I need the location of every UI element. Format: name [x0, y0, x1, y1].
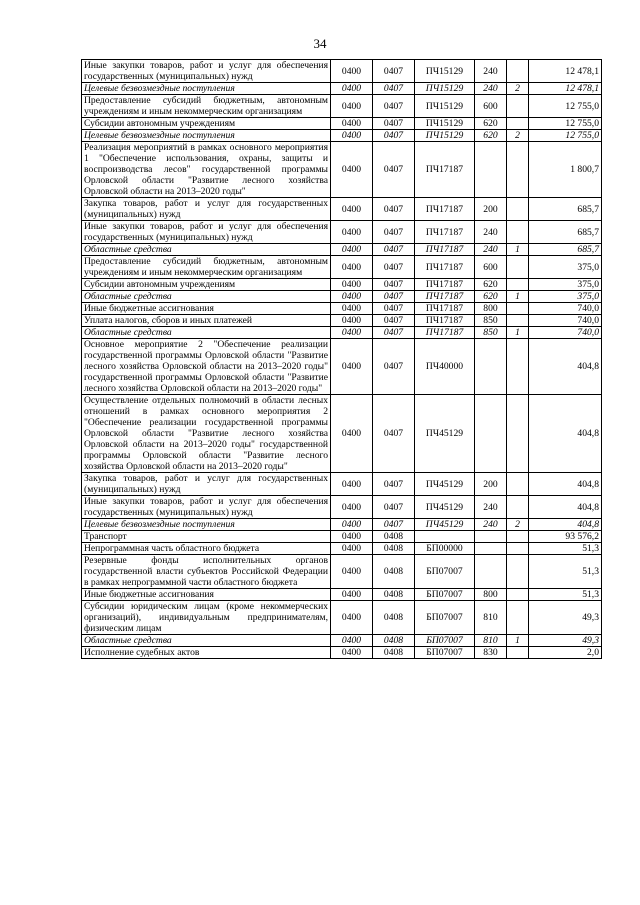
row-subsection-cell: 0407 [373, 473, 415, 496]
row-amount-cell: 685,7 [529, 198, 602, 221]
row-section-cell: 0400 [331, 130, 373, 142]
row-target-cell: ПЧ17187 [415, 291, 475, 303]
row-subsection-cell: 0407 [373, 118, 415, 130]
table-row [82, 543, 602, 555]
table-row [82, 198, 602, 221]
row-source-cell [507, 531, 529, 543]
row-amount-cell: 404,8 [529, 395, 602, 473]
row-section-cell: 0400 [331, 589, 373, 601]
table-row [82, 303, 602, 315]
row-target-cell: ПЧ17187 [415, 256, 475, 279]
row-amount-cell: 51,3 [529, 543, 602, 555]
row-source-cell: 2 [507, 83, 529, 95]
row-name-cell: Иные бюджетные ассигнования [82, 589, 331, 601]
row-target-cell: ПЧ45129 [415, 395, 475, 473]
row-section-cell: 0400 [331, 256, 373, 279]
row-source-cell [507, 198, 529, 221]
table-row [82, 244, 602, 256]
row-expense-cell: 800 [475, 589, 507, 601]
row-source-cell [507, 647, 529, 659]
row-target-cell: ПЧ17187 [415, 315, 475, 327]
row-source-cell: 1 [507, 291, 529, 303]
row-expense-cell: 240 [475, 221, 507, 244]
row-subsection-cell: 0407 [373, 198, 415, 221]
row-amount-cell: 51,3 [529, 555, 602, 589]
row-expense-cell: 850 [475, 315, 507, 327]
table-row [82, 142, 602, 198]
row-section-cell: 0400 [331, 244, 373, 256]
row-expense-cell: 240 [475, 496, 507, 519]
row-target-cell: ПЧ15129 [415, 130, 475, 142]
row-source-cell [507, 60, 529, 83]
row-target-cell: БП07007 [415, 589, 475, 601]
row-expense-cell: 600 [475, 95, 507, 118]
row-subsection-cell: 0407 [373, 303, 415, 315]
row-name-cell: Основное мероприятие 2 "Обеспечение реализации государственной программы Орловской области "Развитие лесного хозяйства Орловской области на 2013–2020 годы" государственной программы Орловской области "Развитие лесного хозяйства Орловской области на 2013–2020 годы" [82, 339, 331, 395]
row-expense-cell: 830 [475, 647, 507, 659]
row-amount-cell: 375,0 [529, 279, 602, 291]
row-target-cell: ПЧ45129 [415, 473, 475, 496]
row-section-cell: 0400 [331, 303, 373, 315]
row-name-cell: Целевые безвозмездные поступления [82, 519, 331, 531]
row-amount-cell: 685,7 [529, 244, 602, 256]
row-target-cell: ПЧ45129 [415, 496, 475, 519]
row-section-cell: 0400 [331, 519, 373, 531]
row-target-cell: ПЧ17187 [415, 303, 475, 315]
row-amount-cell: 12 478,1 [529, 83, 602, 95]
row-source-cell [507, 118, 529, 130]
row-subsection-cell: 0408 [373, 589, 415, 601]
row-target-cell: ПЧ15129 [415, 60, 475, 83]
row-amount-cell: 404,8 [529, 496, 602, 519]
row-expense-cell: 810 [475, 601, 507, 635]
row-subsection-cell: 0407 [373, 95, 415, 118]
row-amount-cell: 12 755,0 [529, 95, 602, 118]
row-expense-cell [475, 395, 507, 473]
row-section-cell: 0400 [331, 635, 373, 647]
table-row [82, 279, 602, 291]
row-section-cell: 0400 [331, 198, 373, 221]
table-row [82, 496, 602, 519]
row-subsection-cell: 0408 [373, 543, 415, 555]
row-amount-cell: 12 755,0 [529, 118, 602, 130]
row-section-cell: 0400 [331, 291, 373, 303]
row-source-cell [507, 279, 529, 291]
row-source-cell: 2 [507, 130, 529, 142]
row-expense-cell: 240 [475, 83, 507, 95]
row-source-cell: 1 [507, 635, 529, 647]
row-expense-cell: 620 [475, 279, 507, 291]
row-name-cell: Резервные фонды исполнительных органов государственной власти субъектов Российской Федерации в рамках непрограммной части областного бюджета [82, 555, 331, 589]
row-source-cell [507, 95, 529, 118]
row-section-cell: 0400 [331, 279, 373, 291]
row-name-cell: Субсидии юридическим лицам (кроме некоммерческих организаций), индивидуальным предпринимателям, физическим лицам [82, 601, 331, 635]
row-subsection-cell: 0407 [373, 83, 415, 95]
row-amount-cell: 740,0 [529, 315, 602, 327]
row-expense-cell: 240 [475, 60, 507, 83]
row-name-cell: Областные средства [82, 327, 331, 339]
row-source-cell [507, 473, 529, 496]
row-target-cell: ПЧ15129 [415, 118, 475, 130]
row-target-cell: ПЧ15129 [415, 83, 475, 95]
row-subsection-cell: 0407 [373, 315, 415, 327]
row-name-cell: Иные закупки товаров, работ и услуг для обеспечения государственных (муниципальных) нужд [82, 221, 331, 244]
row-expense-cell [475, 142, 507, 198]
row-expense-cell [475, 543, 507, 555]
row-target-cell: ПЧ17187 [415, 221, 475, 244]
table-row [82, 95, 602, 118]
row-subsection-cell: 0408 [373, 647, 415, 659]
row-name-cell: Субсидии автономным учреждениям [82, 118, 331, 130]
row-section-cell: 0400 [331, 395, 373, 473]
row-target-cell: ПЧ40000 [415, 339, 475, 395]
row-amount-cell: 375,0 [529, 256, 602, 279]
page-number: 34 [313, 36, 327, 51]
row-expense-cell: 240 [475, 244, 507, 256]
row-subsection-cell: 0407 [373, 291, 415, 303]
row-source-cell [507, 543, 529, 555]
row-amount-cell: 404,8 [529, 519, 602, 531]
row-subsection-cell: 0407 [373, 221, 415, 244]
row-section-cell: 0400 [331, 601, 373, 635]
row-section-cell: 0400 [331, 555, 373, 589]
row-subsection-cell: 0407 [373, 279, 415, 291]
row-name-cell: Иные бюджетные ассигнования [82, 303, 331, 315]
row-target-cell: ПЧ17187 [415, 142, 475, 198]
row-subsection-cell: 0407 [373, 395, 415, 473]
row-subsection-cell: 0407 [373, 496, 415, 519]
row-amount-cell: 12 478,1 [529, 60, 602, 83]
table-row [82, 60, 602, 83]
table-row [82, 473, 602, 496]
row-section-cell: 0400 [331, 473, 373, 496]
row-section-cell: 0400 [331, 543, 373, 555]
row-section-cell: 0400 [331, 83, 373, 95]
row-source-cell [507, 496, 529, 519]
row-name-cell: Предоставление субсидий бюджетным, автономным учреждениям и иным некоммерческим организациям [82, 256, 331, 279]
row-expense-cell [475, 339, 507, 395]
table-row [82, 635, 602, 647]
row-expense-cell: 850 [475, 327, 507, 339]
row-subsection-cell: 0407 [373, 519, 415, 531]
row-subsection-cell: 0407 [373, 327, 415, 339]
row-name-cell: Транспорт [82, 531, 331, 543]
row-source-cell [507, 589, 529, 601]
row-section-cell: 0400 [331, 339, 373, 395]
row-target-cell: ПЧ17187 [415, 279, 475, 291]
row-expense-cell: 800 [475, 303, 507, 315]
row-subsection-cell: 0407 [373, 339, 415, 395]
row-name-cell: Осуществление отдельных полномочий в области лесных отношений в рамках основного мероприятия 2 "Обеспечение реализации государственной программы Орловской области "Развитие лесного хозяйства Орловской области на 2013–2020 годы" государственной программы Орловской области "Развитие лесного хозяйства Орловской области на 2013–2020 годы" [82, 395, 331, 473]
row-section-cell: 0400 [331, 142, 373, 198]
row-section-cell: 0400 [331, 327, 373, 339]
row-amount-cell: 404,8 [529, 339, 602, 395]
row-expense-cell: 600 [475, 256, 507, 279]
row-source-cell [507, 315, 529, 327]
row-name-cell: Непрограммная часть областного бюджета [82, 543, 331, 555]
row-source-cell [507, 303, 529, 315]
row-amount-cell: 12 755,0 [529, 130, 602, 142]
row-section-cell: 0400 [331, 95, 373, 118]
table-row [82, 601, 602, 635]
row-source-cell [507, 395, 529, 473]
row-target-cell [415, 531, 475, 543]
row-source-cell [507, 339, 529, 395]
row-name-cell: Областные средства [82, 291, 331, 303]
row-amount-cell: 49,3 [529, 635, 602, 647]
row-source-cell [507, 555, 529, 589]
row-amount-cell: 740,0 [529, 303, 602, 315]
row-section-cell: 0400 [331, 647, 373, 659]
row-amount-cell: 49,3 [529, 601, 602, 635]
row-subsection-cell: 0407 [373, 130, 415, 142]
row-amount-cell: 404,8 [529, 473, 602, 496]
row-amount-cell: 685,7 [529, 221, 602, 244]
row-subsection-cell: 0408 [373, 635, 415, 647]
table-row [82, 83, 602, 95]
row-expense-cell [475, 531, 507, 543]
row-expense-cell: 620 [475, 130, 507, 142]
row-amount-cell: 2,0 [529, 647, 602, 659]
row-amount-cell: 1 800,7 [529, 142, 602, 198]
table-row [82, 118, 602, 130]
row-subsection-cell: 0407 [373, 142, 415, 198]
row-name-cell: Целевые безвозмездные поступления [82, 130, 331, 142]
row-name-cell: Уплата налогов, сборов и иных платежей [82, 315, 331, 327]
row-source-cell [507, 256, 529, 279]
row-target-cell: БП07007 [415, 555, 475, 589]
row-expense-cell: 620 [475, 118, 507, 130]
table-row [82, 339, 602, 395]
row-name-cell: Иные закупки товаров, работ и услуг для обеспечения государственных (муниципальных) нужд [82, 60, 331, 83]
row-source-cell: 2 [507, 519, 529, 531]
table-row [82, 555, 602, 589]
row-expense-cell: 620 [475, 291, 507, 303]
row-name-cell: Закупка товаров, работ и услуг для государственных (муниципальных) нужд [82, 473, 331, 496]
row-target-cell: ПЧ45129 [415, 519, 475, 531]
row-source-cell: 1 [507, 327, 529, 339]
row-name-cell: Областные средства [82, 244, 331, 256]
row-target-cell: БП07007 [415, 647, 475, 659]
table-row [82, 395, 602, 473]
row-target-cell: ПЧ15129 [415, 95, 475, 118]
table-row [82, 130, 602, 142]
row-amount-cell: 740,0 [529, 327, 602, 339]
row-expense-cell [475, 555, 507, 589]
table-row [82, 519, 602, 531]
row-target-cell: ПЧ17187 [415, 327, 475, 339]
row-section-cell: 0400 [331, 221, 373, 244]
row-expense-cell: 200 [475, 198, 507, 221]
row-section-cell: 0400 [331, 118, 373, 130]
row-name-cell: Закупка товаров, работ и услуг для государственных (муниципальных) нужд [82, 198, 331, 221]
row-target-cell: ПЧ17187 [415, 198, 475, 221]
row-section-cell: 0400 [331, 315, 373, 327]
row-target-cell: БП07007 [415, 601, 475, 635]
row-source-cell [507, 221, 529, 244]
row-subsection-cell: 0408 [373, 601, 415, 635]
table-row [82, 531, 602, 543]
row-source-cell [507, 601, 529, 635]
table-row [82, 291, 602, 303]
row-name-cell: Целевые безвозмездные поступления [82, 83, 331, 95]
row-name-cell: Областные средства [82, 635, 331, 647]
row-amount-cell: 93 576,2 [529, 531, 602, 543]
row-expense-cell: 200 [475, 473, 507, 496]
row-name-cell: Иные закупки товаров, работ и услуг для обеспечения государственных (муниципальных) нужд [82, 496, 331, 519]
row-expense-cell: 810 [475, 635, 507, 647]
table-row [82, 256, 602, 279]
row-expense-cell: 240 [475, 519, 507, 531]
row-name-cell: Реализация мероприятий в рамках основного мероприятия 1 "Обеспечение использования, охраны, защиты и воспроизводства лесов" государственной программы Орловской области "Развитие лесного хозяйства Орловской области на 2013–2020 годы" [82, 142, 331, 198]
table-row [82, 315, 602, 327]
row-subsection-cell: 0407 [373, 256, 415, 279]
row-section-cell: 0400 [331, 531, 373, 543]
budget-table-body [82, 60, 602, 659]
row-target-cell: ПЧ17187 [415, 244, 475, 256]
row-amount-cell: 375,0 [529, 291, 602, 303]
row-subsection-cell: 0407 [373, 60, 415, 83]
row-source-cell: 1 [507, 244, 529, 256]
row-target-cell: БП00000 [415, 543, 475, 555]
row-name-cell: Исполнение судебных актов [82, 647, 331, 659]
row-subsection-cell: 0408 [373, 555, 415, 589]
row-target-cell: БП07007 [415, 635, 475, 647]
row-name-cell: Предоставление субсидий бюджетным, автономным учреждениям и иным некоммерческим организациям [82, 95, 331, 118]
budget-table [81, 59, 602, 659]
row-section-cell: 0400 [331, 60, 373, 83]
row-section-cell: 0400 [331, 496, 373, 519]
table-row [82, 647, 602, 659]
table-row [82, 221, 602, 244]
row-amount-cell: 51,3 [529, 589, 602, 601]
table-row [82, 327, 602, 339]
table-row [82, 589, 602, 601]
row-name-cell: Субсидии автономным учреждениям [82, 279, 331, 291]
row-subsection-cell: 0407 [373, 244, 415, 256]
row-source-cell [507, 142, 529, 198]
row-subsection-cell: 0408 [373, 531, 415, 543]
